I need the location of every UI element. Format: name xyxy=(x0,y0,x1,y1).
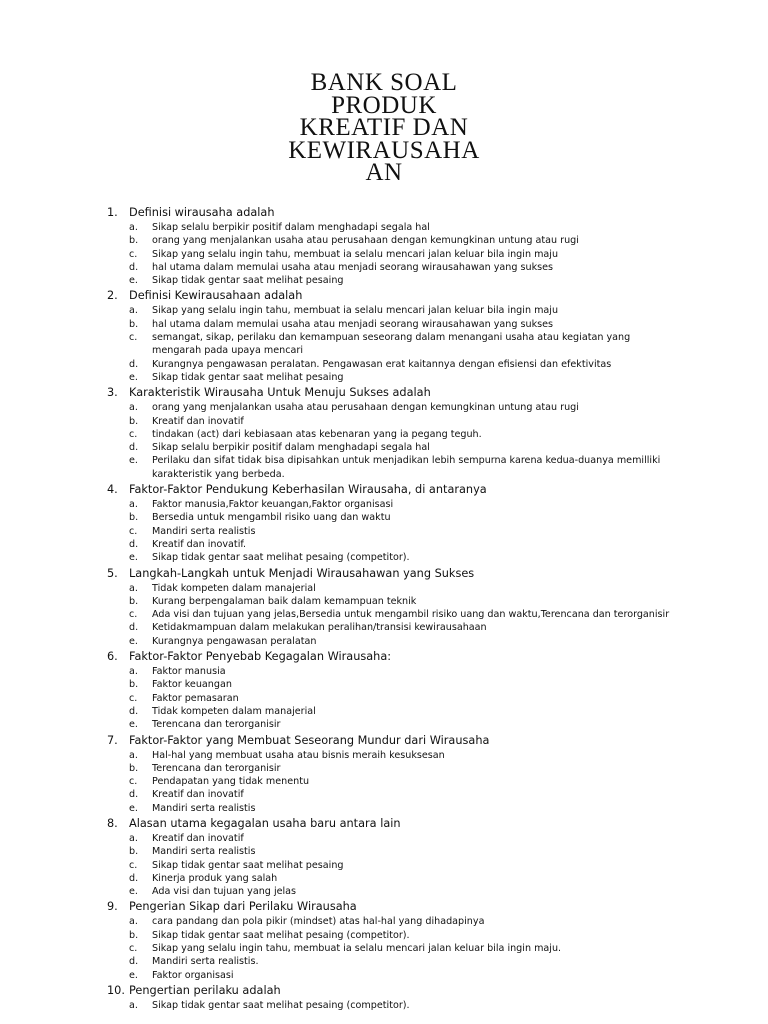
option-text: orang yang menjalankan usaha atau perusahaan dengan kemungkinan untung atau rugi xyxy=(152,402,579,414)
option-letter: b. xyxy=(129,929,139,941)
question-number: 6. xyxy=(107,650,118,664)
title-line: BANK SOAL xyxy=(310,69,458,96)
option-letter: c. xyxy=(129,692,138,704)
option-letter: e. xyxy=(129,969,138,981)
question-item xyxy=(0,815,768,832)
answer-option xyxy=(0,832,768,845)
answer-option xyxy=(0,525,768,538)
answer-option xyxy=(0,915,768,928)
question-item xyxy=(0,648,768,665)
answer-option xyxy=(0,621,768,634)
answer-option xyxy=(0,885,768,898)
answer-option xyxy=(0,788,768,801)
option-letter: c. xyxy=(129,428,138,440)
option-letter: d. xyxy=(129,789,139,801)
answer-option xyxy=(0,248,768,261)
question-item xyxy=(0,384,768,401)
option-letter: a. xyxy=(129,749,138,761)
option-text: Sikap tidak gentar saat melihat pesaing (competitor). xyxy=(152,999,410,1011)
option-text: Bersedia untuk mengambil risiko uang dan waktu xyxy=(152,512,391,524)
answer-option xyxy=(0,929,768,942)
answer-option xyxy=(0,665,768,678)
answer-option xyxy=(0,454,768,481)
option-text: Kurang berpengalaman baik dalam kemampuan teknik xyxy=(152,595,417,607)
option-text: Pendapatan yang tidak menentu xyxy=(152,776,310,788)
answer-option xyxy=(0,234,768,247)
question-text: Faktor-Faktor Pendukung Keberhasilan Wirausaha, di antaranya xyxy=(129,483,487,497)
option-text: Ketidakmampuan dalam melakukan peralihan/transisi kewirausahaan xyxy=(152,622,487,634)
option-letter: e. xyxy=(129,275,138,287)
answer-option xyxy=(0,261,768,274)
option-text: Sikap selalu berpikir positif dalam menghadapi segala hal xyxy=(152,442,430,454)
answer-option xyxy=(0,274,768,287)
answer-option xyxy=(0,678,768,691)
option-letter: a. xyxy=(129,222,138,233)
option-text: Sikap tidak gentar saat melihat pesaing (competitor). xyxy=(152,552,410,564)
option-letter: a. xyxy=(129,499,138,511)
option-letter: b. xyxy=(129,679,139,691)
option-letter: c. xyxy=(129,609,138,621)
option-text: semangat, sikap, perilaku dan kemampuan seseorang dalam menangani usaha atau kegiatan yang mengarah pada upaya mencari xyxy=(152,332,631,357)
answer-option xyxy=(0,358,768,371)
option-text: Terencana dan terorganisir xyxy=(152,762,281,774)
option-letter: c. xyxy=(129,859,138,871)
option-text: Hal-hal yang membuat usaha atau bisnis meraih kesuksesan xyxy=(152,749,445,761)
option-text: hal utama dalam memulai usaha atau menjadi seorang wirausahawan yang sukses xyxy=(152,261,554,273)
option-text: hal utama dalam memulai usaha atau menjadi seorang wirausahawan yang sukses xyxy=(152,318,554,330)
option-text: orang yang menjalankan usaha atau perusahaan dengan kemungkinan untung atau rugi xyxy=(152,235,579,247)
answer-option xyxy=(0,428,768,441)
question-text: Pengertian perilaku adalah xyxy=(129,983,281,997)
question-number: 2. xyxy=(107,289,118,303)
answer-option xyxy=(0,401,768,414)
option-letter: e. xyxy=(129,635,138,647)
question-item xyxy=(0,481,768,498)
option-text: Kreatif dan inovatif xyxy=(152,789,244,801)
answer-option xyxy=(0,872,768,885)
question-number: 10. xyxy=(107,983,125,997)
option-text: Ada visi dan tujuan yang jelas xyxy=(152,886,297,898)
option-text: Mandiri serta realistis xyxy=(152,846,256,858)
answer-option xyxy=(0,511,768,524)
question-text: Karakteristik Wirausaha Untuk Menuju Sukses adalah xyxy=(129,386,431,400)
option-text: Tidak kompeten dalam manajerial xyxy=(152,582,316,594)
answer-option xyxy=(0,538,768,551)
option-letter: d. xyxy=(129,261,139,273)
option-text: Kreatif dan inovatif. xyxy=(152,538,247,550)
option-text: tindakan (act) dari kebiasaan atas kebenaran yang ia pegang teguh. xyxy=(152,428,482,440)
option-letter: c. xyxy=(129,525,138,537)
option-text: Sikap tidak gentar saat melihat pesaing xyxy=(152,275,344,287)
answer-option xyxy=(0,551,768,564)
option-letter: b. xyxy=(129,415,139,427)
question-item xyxy=(0,565,768,582)
answer-option xyxy=(0,718,768,731)
answer-option xyxy=(0,942,768,955)
question-list xyxy=(0,204,768,1012)
title-line: AN xyxy=(365,159,403,186)
option-letter: e. xyxy=(129,552,138,564)
option-text: Ada visi dan tujuan yang jelas,Bersedia untuk mengambil risiko uang dan waktu,Terencana dan terorganisir xyxy=(152,609,670,621)
answer-option xyxy=(0,845,768,858)
answer-option xyxy=(0,221,768,234)
question-number: 7. xyxy=(107,733,118,747)
question-number: 3. xyxy=(107,386,118,400)
option-text: Sikap tidak gentar saat melihat pesaing (competitor). xyxy=(152,929,410,941)
option-text: Kinerja produk yang salah xyxy=(152,872,278,884)
option-text: Faktor keuangan xyxy=(152,679,232,691)
option-letter: a. xyxy=(129,305,138,317)
answer-option xyxy=(0,955,768,968)
option-text: Kreatif dan inovatif xyxy=(152,415,244,427)
question-text: Faktor-Faktor yang Membuat Seseorang Mundur dari Wirausaha xyxy=(129,733,490,747)
question-number: 5. xyxy=(107,566,118,580)
option-text: Terencana dan terorganisir xyxy=(152,719,281,731)
title-line: PRODUK xyxy=(331,91,437,119)
answer-option xyxy=(0,608,768,621)
option-text: Sikap selalu berpikir positif dalam menghadapi segala hal xyxy=(152,222,430,233)
option-letter: d. xyxy=(129,622,139,634)
answer-option xyxy=(0,415,768,428)
option-letter: a. xyxy=(129,402,138,414)
question-text: Alasan utama kegagalan usaha baru antara lain xyxy=(129,816,401,830)
option-letter: d. xyxy=(129,538,139,550)
option-letter: b. xyxy=(129,512,139,524)
option-letter: a. xyxy=(129,666,138,678)
option-letter: b. xyxy=(129,595,139,607)
option-letter: c. xyxy=(129,943,138,955)
question-text: Faktor-Faktor Penyebab Kegagalan Wirausaha: xyxy=(129,650,392,664)
option-letter: a. xyxy=(129,999,138,1011)
option-letter: c. xyxy=(129,776,138,788)
option-text: Kurangnya pengawasan peralatan. Pengawasan erat kaitannya dengan efisiensi dan efektivitas xyxy=(152,358,612,370)
answer-option xyxy=(0,304,768,317)
option-letter: d. xyxy=(129,872,139,884)
option-text: Faktor organisasi xyxy=(152,969,234,981)
answer-option xyxy=(0,999,768,1012)
answer-option xyxy=(0,595,768,608)
answer-option xyxy=(0,441,768,454)
answer-option xyxy=(0,498,768,511)
answer-option xyxy=(0,969,768,982)
option-letter: e. xyxy=(129,371,138,383)
option-letter: b. xyxy=(129,846,139,858)
title-line: KEWIRAUSAHA xyxy=(288,136,480,164)
document-title xyxy=(0,69,768,186)
question-text: Langkah-Langkah untuk Menjadi Wirausahawan yang Sukses xyxy=(129,566,475,580)
option-text: Sikap tidak gentar saat melihat pesaing xyxy=(152,859,344,871)
option-text: Tidak kompeten dalam manajerial xyxy=(152,705,316,717)
question-number: 8. xyxy=(107,816,118,830)
question-item xyxy=(0,982,768,999)
question-item xyxy=(0,898,768,915)
question-text: Definisi Kewirausahaan adalah xyxy=(129,289,303,303)
question-text: Pengerian Sikap dari Perilaku Wirausaha xyxy=(129,900,357,914)
option-letter: a. xyxy=(129,916,138,928)
option-letter: c. xyxy=(129,332,138,344)
option-letter: a. xyxy=(129,582,138,594)
option-letter: d. xyxy=(129,705,139,717)
option-text: Kreatif dan inovatif xyxy=(152,832,244,844)
option-letter: b. xyxy=(129,318,139,330)
question-text: Definisi wirausaha adalah xyxy=(129,206,275,219)
option-letter: e. xyxy=(129,886,138,898)
option-text: Kurangnya pengawasan peralatan xyxy=(152,635,317,647)
option-text: Sikap tidak gentar saat melihat pesaing xyxy=(152,371,344,383)
answer-option xyxy=(0,582,768,595)
question-item xyxy=(0,287,768,304)
option-letter: d. xyxy=(129,358,139,370)
answer-option xyxy=(0,318,768,331)
option-text: Perilaku dan sifat tidak bisa dipisahkan untuk menjadikan lebih sempurna karena kedua-duanya memilliki karakteristik yang berbeda. xyxy=(152,455,661,480)
option-letter: b. xyxy=(129,762,139,774)
option-text: Mandiri serta realistis xyxy=(152,525,256,537)
option-text: Faktor manusia,Faktor keuangan,Faktor organisasi xyxy=(152,499,394,511)
option-text: Faktor pemasaran xyxy=(152,692,239,704)
option-letter: b. xyxy=(129,235,139,247)
option-text: Mandiri serta realistis xyxy=(152,802,256,814)
option-text: Sikap yang selalu ingin tahu, membuat ia selalu mencari jalan keluar bila ingin maju xyxy=(152,248,559,260)
answer-option xyxy=(0,692,768,705)
option-letter: e. xyxy=(129,719,138,731)
option-letter: a. xyxy=(129,832,138,844)
option-text: Mandiri serta realistis. xyxy=(152,956,259,968)
option-letter: c. xyxy=(129,248,138,260)
option-letter: e. xyxy=(129,802,138,814)
option-text: Sikap yang selalu ingin tahu, membuat ia selalu mencari jalan keluar bila ingin maju. xyxy=(152,943,562,955)
answer-option xyxy=(0,331,768,358)
answer-option xyxy=(0,859,768,872)
question-number: 1. xyxy=(107,206,118,219)
answer-option xyxy=(0,371,768,384)
option-letter: d. xyxy=(129,956,139,968)
title-line: KREATIF DAN xyxy=(299,114,469,141)
option-letter: d. xyxy=(129,442,139,454)
answer-option xyxy=(0,635,768,648)
question-number: 4. xyxy=(107,483,118,497)
question-item xyxy=(0,204,768,221)
option-text: Sikap yang selalu ingin tahu, membuat ia selalu mencari jalan keluar bila ingin maju xyxy=(152,305,559,317)
option-letter: e. xyxy=(129,455,138,467)
answer-option xyxy=(0,802,768,815)
question-item xyxy=(0,732,768,749)
option-text: Faktor manusia xyxy=(152,666,226,678)
question-number: 9. xyxy=(107,900,118,914)
answer-option xyxy=(0,762,768,775)
answer-option xyxy=(0,705,768,718)
answer-option xyxy=(0,749,768,762)
answer-option xyxy=(0,775,768,788)
option-text: cara pandang dan pola pikir (mindset) atas hal-hal yang dihadapinya xyxy=(152,916,485,928)
